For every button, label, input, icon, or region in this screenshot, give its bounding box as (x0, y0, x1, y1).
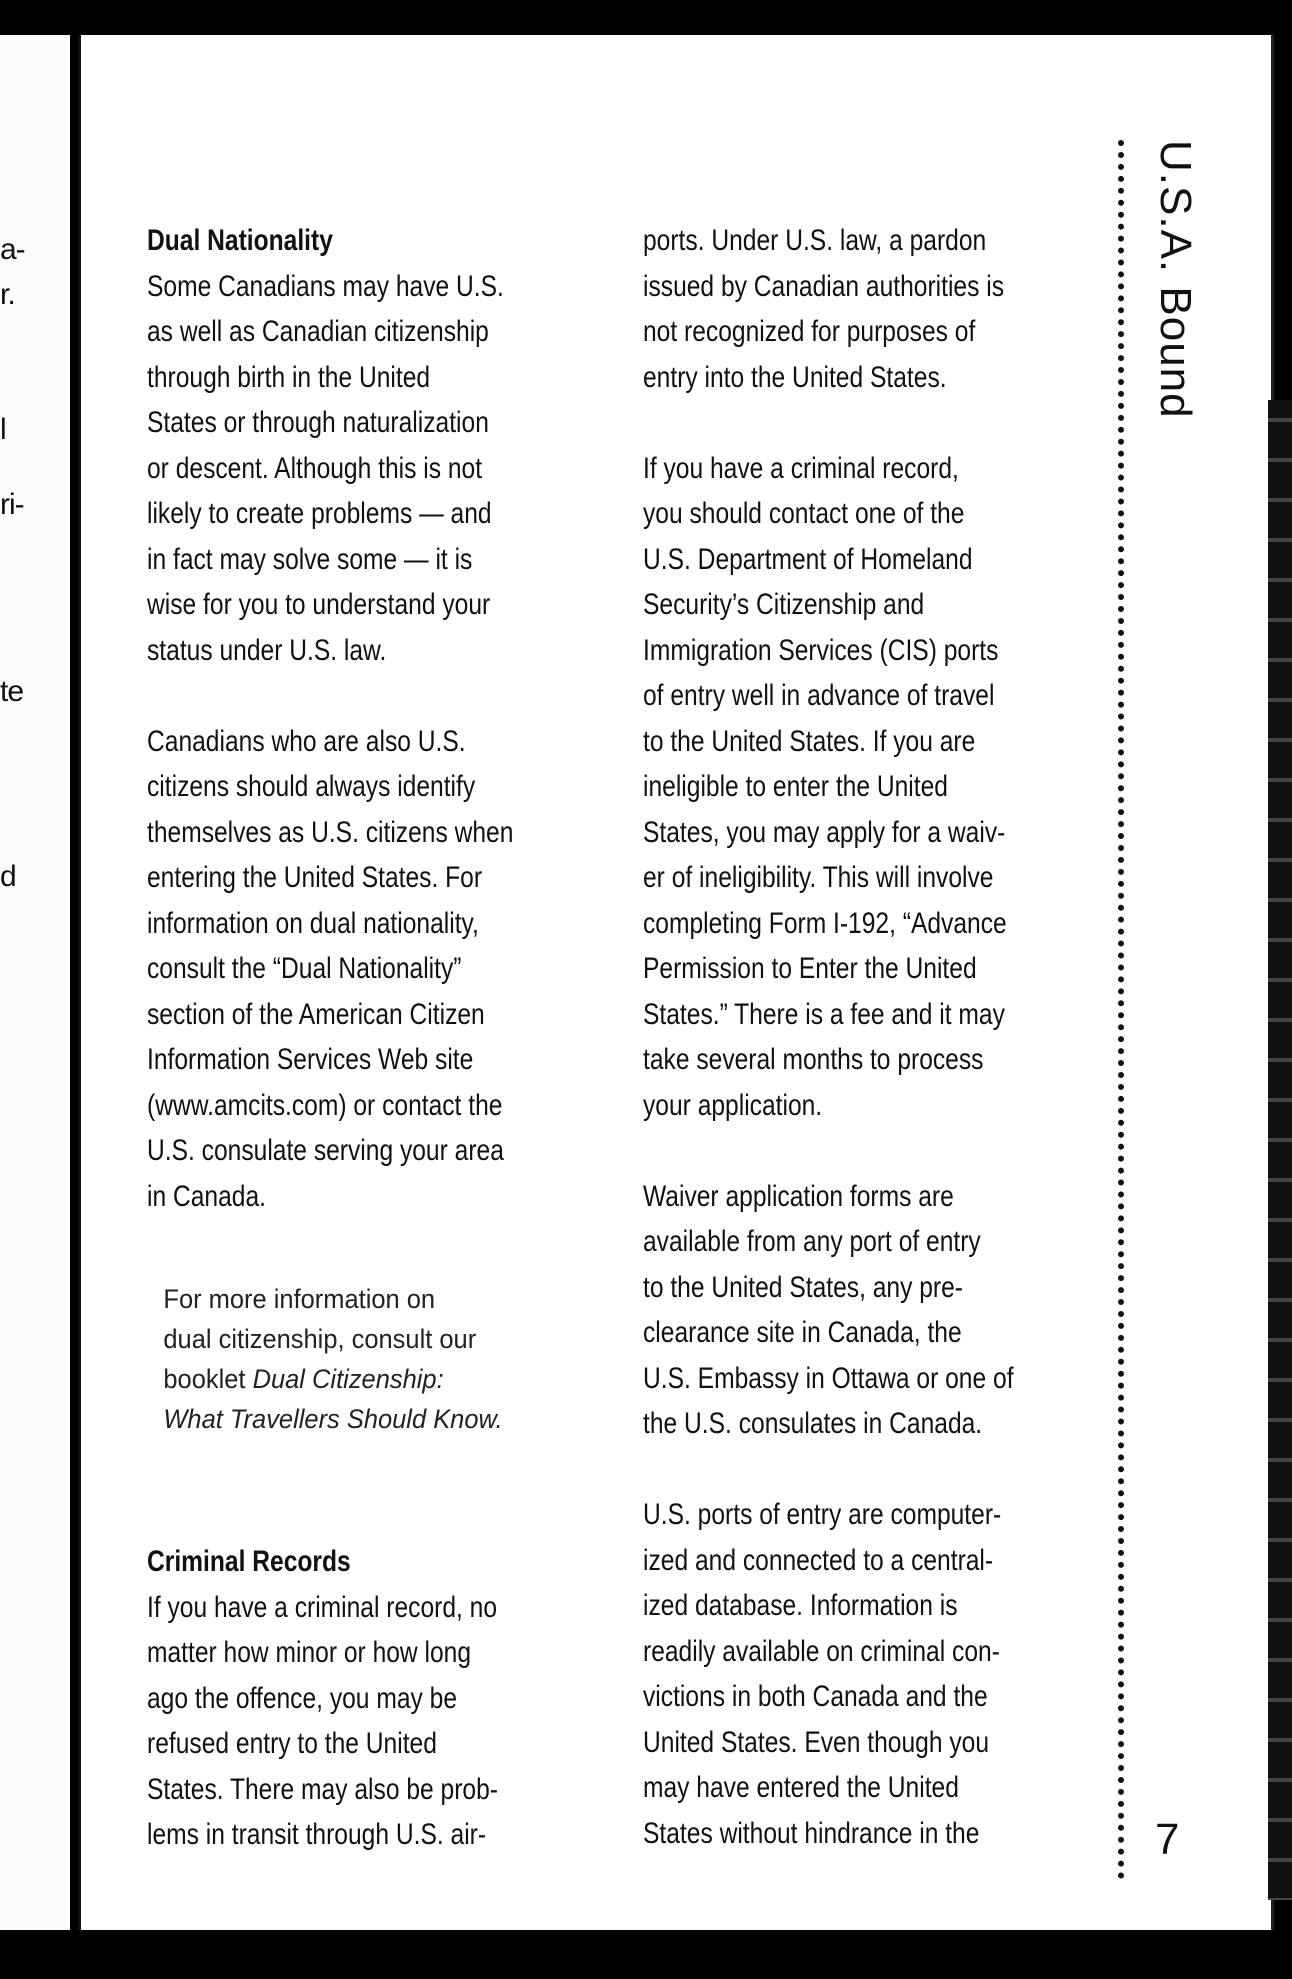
prev-page-fragment: l (0, 413, 6, 446)
previous-page-edge (0, 35, 70, 1930)
paragraph: If you have a criminal record, no matter how minor or how long ago the offence, you may be refused entry to the United States. There may also be prob- lems in transit through U.S. air- (147, 1590, 498, 1851)
page-number: 7 (1155, 1815, 1180, 1864)
section-heading-criminal-records: Criminal Records (147, 1545, 351, 1578)
scan-bottom-edge (0, 1930, 1292, 1979)
prev-page-fragment: a- (0, 233, 25, 266)
info-note-text: For more information on dual citizenship, consult our booklet (163, 1284, 477, 1394)
right-column (643, 218, 1102, 1902)
prev-page-fragment: ri- (0, 488, 24, 521)
section-heading-dual-nationality: Dual Nationality (147, 224, 333, 257)
info-note (163, 1279, 668, 1439)
booklet-title: Dual Citizenship: What Travellers Should Know. (163, 1364, 503, 1434)
prev-page-fragment: r. (0, 278, 15, 311)
dotted-divider (1118, 140, 1124, 1880)
paragraph: Some Canadians may have U.S. as well as Canadian citizenship through birth in the United States or through naturalization or descent. Although this is not likely to create problems — and in fact may solve some — it is wise for you to understand your status under U.S. law. (147, 269, 504, 667)
paragraph: ports. Under U.S. law, a pardon issued by Canadian authorities is not recognized for purposes of entry into the United States. (643, 224, 1005, 394)
running-head: U.S.A. Bound (1151, 140, 1200, 419)
paragraph: Waiver application forms are available from any port of entry to the United States, any pre- clearance site in Canada, the U.S. Embassy in Ottawa or one of the U.S. consulates in Canada. (643, 1179, 1014, 1440)
scan-edge-noise (1268, 400, 1292, 1900)
paragraph: If you have a criminal record, you should contact one of the U.S. Department of Homeland Security’s Citizenship and Immigration Services (CIS) ports of entry well in advance of travel to the United States. If you are ineligible to enter the United States, you may apply for a waiv- er of ineligibility. This will involve completing Form I-192, “Advance Permission to Enter the United States.” There is a fee and it may take several months to process your application. (643, 451, 1007, 1122)
paragraph: Canadians who are also U.S. citizens should always identify themselves as U.S. citizens when entering the United States. For information on dual nationality, consult the “Dual Nationality” section of the American Citizen Information Services Web site (www.amcits.com) or contact the U.S. consulate serving your area in Canada. (147, 724, 514, 1213)
prev-page-fragment: d (0, 860, 16, 893)
left-column (147, 218, 602, 1903)
prev-page-fragment: te (0, 675, 24, 708)
paragraph: U.S. ports of entry are computer- ized and connected to a central- ized database. Information is readily available on criminal con- victions in both Canada and the United States. Even though you may have entered the United States without hindrance in the (643, 1498, 1002, 1850)
